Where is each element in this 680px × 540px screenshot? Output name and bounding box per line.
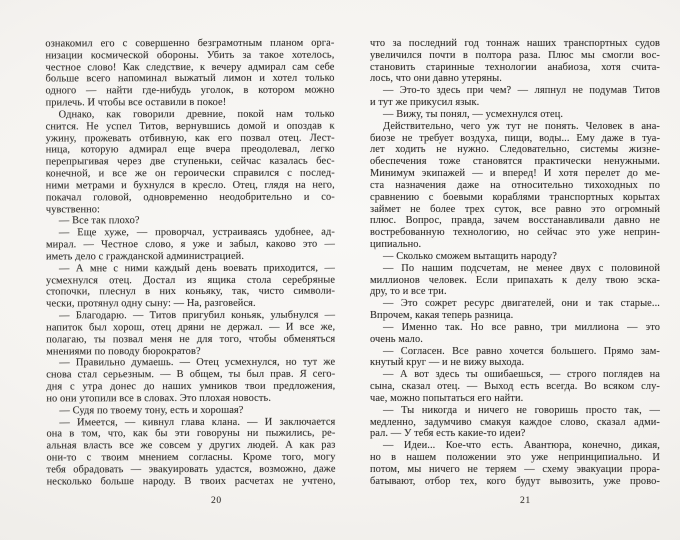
text-line: займет не более трех суток, все равно это огромный <box>370 203 660 215</box>
text-line: — Это сожрет ресурс двигателей, они и так старые... <box>383 298 660 310</box>
text-line: востребованную технологию, но сейчас это уже неприн- <box>370 227 660 239</box>
text-line: биозе не требует воздуха, пищи, воды... Ему даже в туа- <box>370 132 660 144</box>
text-line: рал. — У тебя есть какие-то идеи? <box>370 428 526 440</box>
book-page-left <box>45 38 335 488</box>
text-line: полагаю, ты позвал меня не для того, чтобы обменяться <box>46 333 336 346</box>
text-line: потом, мы ничего не теряем — схему эвакуации прора- <box>370 463 660 475</box>
text-line: — Сколько сможем вытащить народу? <box>383 250 557 262</box>
text-line: — Это-то здесь при чем? — ляпнул не подумав Титов <box>383 85 660 97</box>
text-line: сына, сказал отец. — Выход есть всегда. Во всяком слу- <box>370 381 660 393</box>
text-line: дру, то и все три. <box>370 286 447 298</box>
text-line: напиток был хорош, отец дряни не держал. — И все же, <box>46 321 336 334</box>
text-line: конечной, и все же он героически справился с послед- <box>45 167 335 180</box>
text-line: становить старинные технологии анабиоза, хотя счита- <box>370 61 660 73</box>
text-line: усмехнулся отец. Достал из ящика стола серебряные <box>46 274 336 286</box>
text-line: очень мало. <box>370 333 423 345</box>
text-line: Однако, как говорили древние, покой нам только <box>58 108 335 121</box>
text-line: тебя обрадовать — эвакуировать удастся, возможно, даже <box>46 463 336 476</box>
text-line: миллионов человек. Если припахать к делу твою эска- <box>370 274 660 286</box>
text-line: стопочки, плеснул в них коньяку, так, чисто символи- <box>46 286 336 298</box>
page-number-left: 20 <box>211 495 222 506</box>
text-line: снится. Не успел Титов, вернувшись домой и опоздав к <box>45 120 335 133</box>
text-line: лет ходить не нужно. Следовательно, системы жизне- <box>370 144 660 156</box>
text-line: — Имеется, — кивнул глава клана. — И заключается <box>59 416 336 428</box>
text-line: ципиально. <box>370 239 422 251</box>
text-line: иметь дело с гражданской администрацией. <box>45 250 245 263</box>
text-line: Впрочем, какая теперь разница. <box>370 310 514 322</box>
text-line: — Благодарю. — Титов пригубил коньяк, улыбнулся — <box>59 309 336 322</box>
text-block-left <box>45 38 335 488</box>
page-number-right: 21 <box>520 495 531 506</box>
text-line: сравнению с боевыми кораблями транспортных корытах <box>370 191 660 203</box>
text-line: покачал головой, одновременно неодобрительно и со- <box>45 191 335 204</box>
text-line: ужину, прожевать отбивную, как его позвал отец. Лест- <box>45 132 335 145</box>
text-line: медленно, задумчиво смакуя каждое слово, сказал адми- <box>370 416 660 428</box>
text-line: — А вот здесь ты ошибаешься, — строго поглядев на <box>383 369 660 381</box>
text-line: альная власть все же совсем у других людей. А как раз <box>46 439 336 452</box>
text-line: — Вижу, ты понял, — усмехнулся отец. <box>383 108 564 120</box>
text-line: она в том, что, как бы эти говоруны ни пыжились, ре- <box>46 427 336 440</box>
text-line: — Правильно думаешь. — Отец усмехнулся, но тут же <box>59 356 336 369</box>
text-line: Действительно, чего уж тут не понять. Человек в ана- <box>383 120 660 132</box>
text-line: и тут же прикусил язык. <box>370 97 480 109</box>
text-line: чески, протянул одну сыну: — На, разговейся. <box>46 298 256 310</box>
text-line: — Еще хуже, — проворчал, устраиваясь удобнее, ад- <box>58 226 335 239</box>
text-line: — Все так плохо? <box>58 215 140 227</box>
text-line: они-то с твоим мнением согласны. Кроме того, могу <box>46 451 336 464</box>
text-line: низации космической обороны. Убить за такое хотелось, <box>45 49 335 62</box>
text-line: но они утопили все в словах. Это плохая новость. <box>46 392 272 405</box>
text-line: — А мне с ними каждый день воевать приходится, — <box>59 262 336 275</box>
text-line: честное слово! Как следствие, к вечеру адмирал сам себе <box>45 61 335 74</box>
text-line: чувственно: <box>45 203 101 215</box>
text-line: дня с утра донес до наших умников твои предложения, <box>46 380 336 393</box>
text-line: — Идеи... Кое-что есть. Авантюра, конечно, дикая, <box>383 440 660 452</box>
text-line: обеспечения тоже становятся практически ненужными. <box>370 156 660 168</box>
text-line: мирал. — Честное слово, я уже и забыл, каково это — <box>45 238 335 251</box>
text-block-right <box>370 38 660 487</box>
text-line: одного — найти где-нибудь уголок, в котором можно <box>45 84 335 97</box>
text-line: но в нашем положении это уже непринципиально. И <box>370 451 660 463</box>
text-line: перепрыгивая через две ступеньки, сейчас казалась бес- <box>45 155 335 168</box>
text-line: плюс. Вопрос, правда, зачем восстанавливали давно не <box>370 215 660 227</box>
text-line: что за последний год тоннаж наших транспортных судов <box>370 38 660 49</box>
text-line: несколько больше народу. В твоих расчетах не учтено, <box>46 475 336 488</box>
text-line: ними метрами и бухнулся в кресло. Отец, глядя на него, <box>45 179 335 192</box>
text-line: — Ты никогда и ничего не говоришь просто так, — <box>383 404 660 416</box>
text-line: ница, которую адмирал еще вчера преодолевал, легко <box>45 144 335 156</box>
text-line: — Судя по твоему тону, есть и хорошая? <box>59 404 244 417</box>
text-line: ста назначения даже на относительно тихоходных по <box>370 179 660 191</box>
text-line: Минимум экипажей — и вперед! И хотя перелет до ме- <box>370 168 660 180</box>
text-line: чае, можно попытаться его найти. <box>370 392 524 404</box>
text-line: прилечь. И чтобы все оставили в покое! <box>45 97 227 109</box>
text-line: увеличился почти в полтора раза. Плюс мы смогли вос- <box>370 49 660 61</box>
text-line: ознакомил его с совершенно безграмотным планом орга- <box>45 37 335 50</box>
text-line: — По нашим подсчетам, не менее двух с половиной <box>383 262 660 274</box>
book-page-right <box>370 38 660 487</box>
text-line: лось, что они давно утеряны. <box>370 73 502 85</box>
text-line: мнениями по поводу бюрократов? <box>46 345 201 357</box>
text-line: батывают, отбор тех, кого будут вывозить, уже прово- <box>370 475 660 487</box>
text-line: — Именно так. Но все равно, три миллиона — это <box>383 321 660 333</box>
text-line: — Согласен. Все равно хочется большего. Прямо зам- <box>383 345 660 357</box>
text-line: больше всего напоминал выжатый лимон и хотел только <box>45 73 335 85</box>
text-line: снова стал серьезным. — В общем, ты был прав. Я сего- <box>46 368 336 381</box>
text-line: кнутый круг — и не вижу выхода. <box>370 357 525 369</box>
